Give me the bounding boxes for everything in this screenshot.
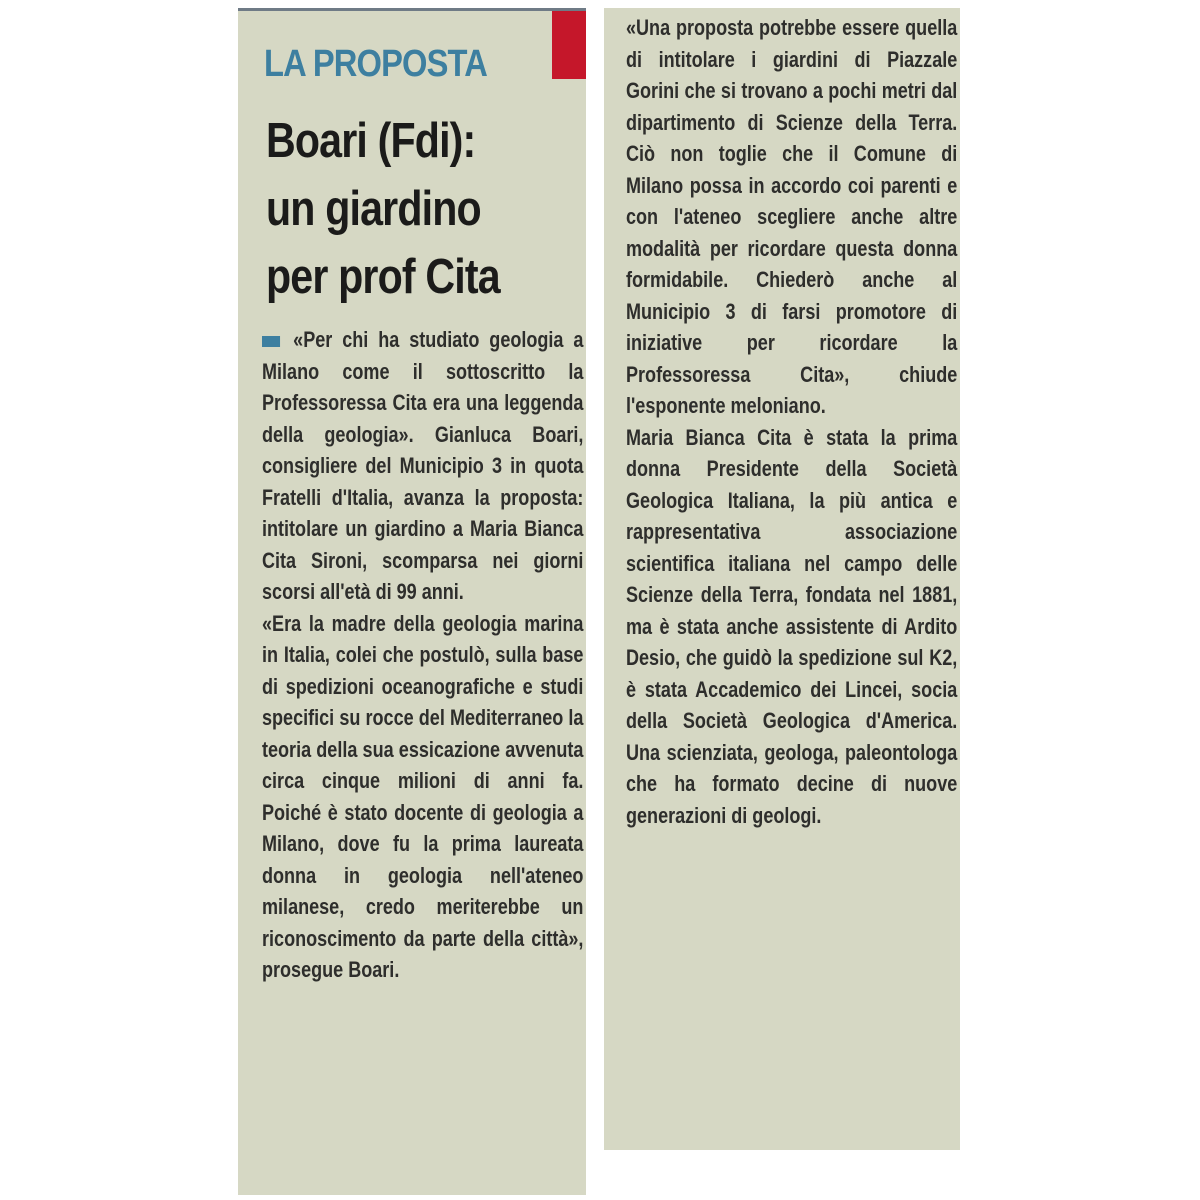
article-headline: [266, 107, 500, 311]
article-body-right: [626, 12, 957, 831]
headline-line: Boari (Fdi):: [266, 114, 476, 168]
headline-line: per prof Cita: [266, 250, 500, 304]
body-paragraph: «Una proposta potrebbe essere quella di intitolare i giardini di Piazzale Gorini che si trovano a pochi metri dal dipartimento di Scienze della Terra. Ciò non toglie che il Comune di Milano possa in accordo coi parenti e con l'ateneo scegliere anche altre modalità per ricordare questa donna formidabile. Chiederò anche al Municipio 3 di farsi promotore di iniziative per ricordare la Professoressa Cita», chiude l'esponente meloniano.: [626, 15, 958, 418]
body-paragraph: «Era la madre della geologia marina in Italia, colei che postulò, sulla base di spedizioni oceanografiche e studi specifici su rocce del Mediterraneo la teoria della sua essicazione avvenuta circa cinque milioni di anni fa. Poiché è stato docente di geologia a Milano, dove fu la prima laureata donna in geologia nell'ateneo milanese, credo meriterebbe un riconoscimento da parte della città», prosegue Boari.: [262, 610, 584, 982]
article-body-left: [262, 324, 583, 986]
article-left-column: [238, 8, 586, 1195]
section-kicker: LA PROPOSTA: [264, 43, 487, 85]
section-color-tab: [552, 11, 586, 79]
paragraph-bullet: [262, 336, 280, 347]
body-paragraph: Maria Bianca Cita è stata la prima donna Presidente della Società Geologica Italiana, la più antica e rappresentativa associazione scientifica italiana nel campo delle Scienze della Terra, fondata nel 1881, ma è stata anche assistente di Ardito Desio, che guidò la spedizione sul K2, è stata Accademico dei Lincei, socia della Società Geologica d'America. Una scienziata, geologa, paleontologa che ha formato decine di nuove generazioni di geologi.: [626, 424, 958, 828]
article-right-column: [604, 8, 960, 1150]
body-paragraph: «Per chi ha studiato geologia a Milano come il sottoscritto la Professoressa Cita era una leggenda della geologia». Gianluca Boari, consigliere del Municipio 3 in quota Fratelli d'Italia, avanza la proposta: intitolare un giardino a Maria Bianca Cita Sironi, scomparsa nei giorni scorsi all'età di 99 anni.: [262, 327, 584, 604]
headline-line: un giardino: [266, 182, 481, 236]
